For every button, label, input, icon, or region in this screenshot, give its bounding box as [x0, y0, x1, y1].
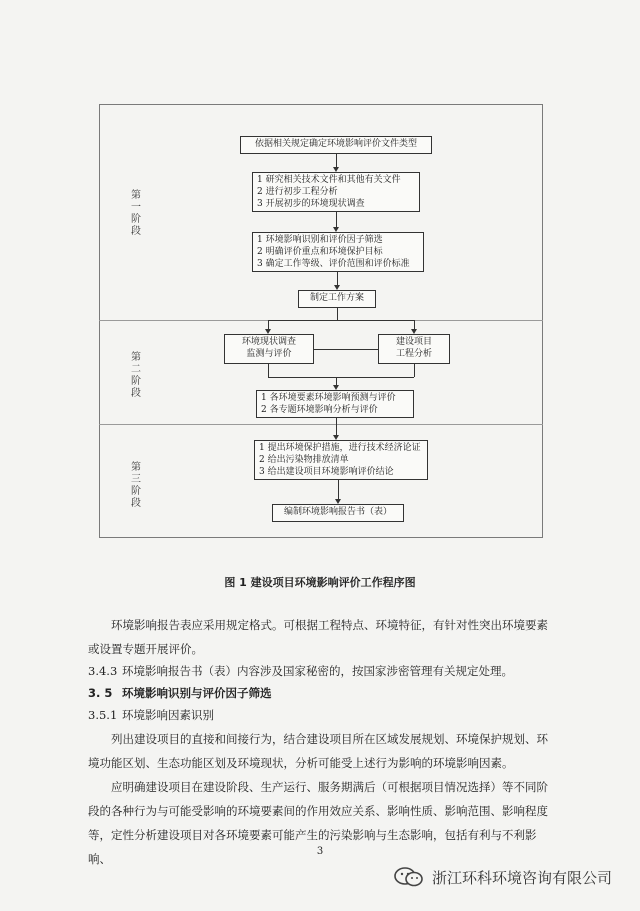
- connector: [268, 364, 269, 377]
- flow-box-line: 依据相关规定确定环境影响评价文件类型: [254, 139, 417, 149]
- section-number: 3.4.3: [88, 664, 118, 678]
- flow-box-line: 3 开展初步的环境现状调查: [257, 199, 365, 209]
- connector: [337, 308, 338, 320]
- flow-box-line: 监测与评价: [246, 349, 292, 359]
- connector: [414, 364, 415, 377]
- section-3-5-heading: [88, 683, 272, 703]
- stage-label-3: 第三阶段: [131, 462, 141, 509]
- section-number: 3.5.1: [88, 708, 118, 722]
- arrow-down-icon: [333, 227, 339, 232]
- flow-box-report: [272, 504, 404, 522]
- connector: [338, 480, 339, 499]
- connector: [336, 154, 337, 167]
- arrow-down-icon: [333, 167, 339, 172]
- flow-box-line: 制定工作方案: [309, 293, 364, 303]
- stage-label-1: 第一阶段: [131, 190, 141, 237]
- flow-box-line: 1 各环境要素环境影响预测与评价: [261, 393, 396, 403]
- connector: [337, 272, 338, 285]
- section-title: 环境影响识别与评价因子筛选: [122, 686, 272, 700]
- arrow-down-icon: [333, 435, 339, 440]
- arrow-down-icon: [265, 329, 271, 334]
- flow-box-line: 1 提出环境保护措施，进行技术经济论证: [259, 443, 421, 453]
- arrow-down-icon: [333, 385, 339, 390]
- flow-box-line: 建设项目: [395, 337, 432, 347]
- page-number: 3: [316, 846, 324, 857]
- flow-box-line: 工程分析: [395, 349, 432, 359]
- flow-box-line: 1 环境影响识别和评价因子筛选: [257, 235, 383, 245]
- flow-box-determine-type: [240, 136, 432, 154]
- connector: [268, 320, 414, 321]
- stage-divider-2: [99, 424, 543, 425]
- section-number: 3. 5: [88, 686, 113, 700]
- flow-box-line: 2 给出污染物排放清单: [259, 455, 349, 465]
- flow-box-line: 编制环境影响报告书（表）: [283, 507, 392, 517]
- connector: [314, 349, 378, 350]
- connector: [268, 320, 269, 329]
- connector: [414, 320, 415, 329]
- flow-box-line: 3 给出建设项目环境影响评价结论: [259, 467, 394, 477]
- watermark: [392, 866, 612, 888]
- flow-box-line: 1 研究相关技术文件和其他有关文件: [257, 175, 401, 185]
- flow-box-current-survey: [224, 334, 314, 364]
- flow-box-measures: [254, 440, 428, 480]
- watermark-text: 浙江环科环境咨询有限公司: [432, 868, 613, 887]
- flow-box-line: 环境现状调查: [241, 337, 296, 347]
- arrow-down-icon: [335, 499, 341, 504]
- flow-box-line: 2 明确评价重点和环境保护目标: [257, 247, 383, 257]
- flow-box-work-plan: [298, 290, 376, 308]
- arrow-down-icon: [411, 329, 417, 334]
- stage-label-2: 第二阶段: [131, 352, 141, 399]
- wechat-icon: [392, 866, 426, 888]
- figure-caption: 图 1 建设项目环境影响评价工作程序图: [224, 576, 416, 589]
- paragraph-stage-analysis: 应明确建设项目在建设阶段、生产运行、服务期满后（可根据项目情况选择）等不同阶段的各种行为与可能受影响的环境要素间的作用效应关系、影响性质、影响范围、影响程度等，定性分析建设项目对各环境要素可能产生的污染影响与生态影响，包括有利与不利影响、: [88, 780, 548, 866]
- flow-box-research: [252, 172, 420, 212]
- arrow-down-icon: [334, 285, 340, 290]
- connector: [336, 212, 337, 227]
- section-3-5-1-heading: [88, 705, 214, 725]
- flow-box-line: 2 进行初步工程分析: [257, 187, 338, 197]
- connector: [268, 377, 414, 378]
- paragraph-report-form: 环境影响报告表应采用规定格式。可根据工程特点、环境特征，有针对性突出环境要素或设置专题开展评价。: [88, 618, 548, 656]
- flow-box-line: 3 确定工作等级、评价范围和评价标准: [257, 259, 410, 269]
- flow-box-prediction: [256, 390, 414, 418]
- section-text: 环境影响报告书（表）内容涉及国家秘密的，按国家涉密管理有关规定处理。: [122, 664, 513, 678]
- section-title: 环境影响因素识别: [122, 708, 214, 722]
- flow-box-identification: [252, 232, 424, 272]
- connector: [336, 377, 337, 385]
- flow-box-line: 2 各专题环境影响分析与评价: [261, 405, 378, 415]
- paragraph-factor-identification: 列出建设项目的直接和间接行为，结合建设项目所在区域发展规划、环境保护规划、环境功能区划、生态功能区划及环境现状，分析可能受上述行为影响的环境影响因素。: [88, 732, 548, 770]
- connector: [336, 418, 337, 435]
- flow-box-engineering-analysis: [378, 334, 450, 364]
- section-3-4-3: [88, 661, 513, 681]
